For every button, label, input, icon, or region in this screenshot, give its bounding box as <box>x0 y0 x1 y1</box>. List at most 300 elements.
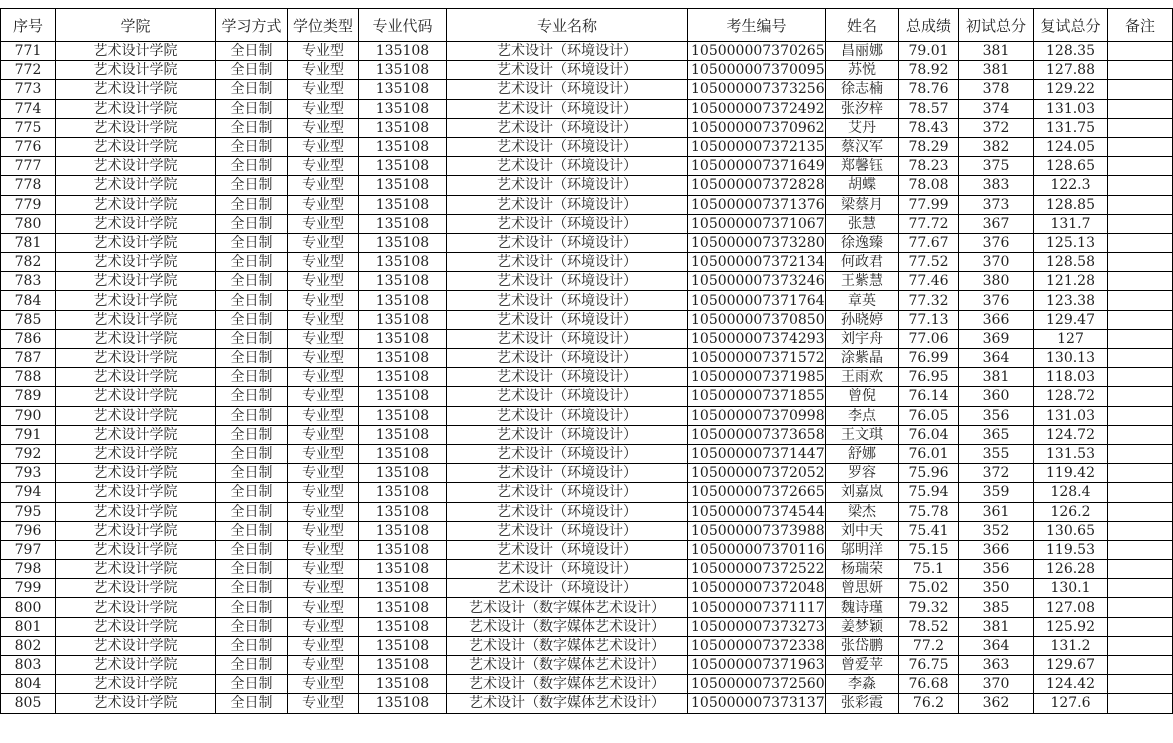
cell-total-score: 79.32 <box>899 598 959 617</box>
cell-college: 艺术设计学院 <box>56 310 216 329</box>
cell-candidate-id: 105000007374293 <box>688 329 826 348</box>
table-row <box>1 80 1173 99</box>
cell-study-mode: 全日制 <box>216 560 288 579</box>
cell-prelim-score: 355 <box>959 444 1034 463</box>
cell-major-code: 135108 <box>359 521 447 540</box>
cell-candidate-id: 105000007373246 <box>688 272 826 291</box>
cell-remarks <box>1108 636 1173 655</box>
cell-major-code: 135108 <box>359 406 447 425</box>
cell-college: 艺术设计学院 <box>56 195 216 214</box>
cell-seq: 779 <box>1 195 56 214</box>
cell-candidate-id: 105000007371985 <box>688 368 826 387</box>
cell-total-score: 78.08 <box>899 176 959 195</box>
cell-major-name: 艺术设计（环境设计） <box>447 61 688 80</box>
cell-major-name: 艺术设计（环境设计） <box>447 137 688 156</box>
cell-retest-score: 131.03 <box>1034 406 1108 425</box>
table-row <box>1 272 1173 291</box>
cell-degree-type: 专业型 <box>288 272 359 291</box>
cell-remarks <box>1108 61 1173 80</box>
cell-total-score: 75.94 <box>899 483 959 502</box>
cell-college: 艺术设计学院 <box>56 560 216 579</box>
cell-major-name: 艺术设计（环境设计） <box>447 560 688 579</box>
cell-remarks <box>1108 425 1173 444</box>
cell-candidate-id: 105000007373658 <box>688 425 826 444</box>
cell-retest-score: 131.53 <box>1034 444 1108 463</box>
cell-study-mode: 全日制 <box>216 291 288 310</box>
cell-major-name: 艺术设计（环境设计） <box>447 214 688 233</box>
cell-major-name: 艺术设计（环境设计） <box>447 502 688 521</box>
cell-seq: 793 <box>1 464 56 483</box>
cell-total-score: 76.14 <box>899 387 959 406</box>
cell-degree-type: 专业型 <box>288 157 359 176</box>
cell-candidate-id: 105000007372492 <box>688 99 826 118</box>
cell-total-score: 78.57 <box>899 99 959 118</box>
cell-study-mode: 全日制 <box>216 368 288 387</box>
cell-total-score: 78.52 <box>899 617 959 636</box>
cell-degree-type: 专业型 <box>288 444 359 463</box>
cell-name: 涂紫晶 <box>826 349 899 368</box>
cell-major-name: 艺术设计（数字媒体艺术设计） <box>447 675 688 694</box>
cell-major-code: 135108 <box>359 99 447 118</box>
cell-major-name: 艺术设计（环境设计） <box>447 176 688 195</box>
table-row <box>1 636 1173 655</box>
cell-study-mode: 全日制 <box>216 61 288 80</box>
cell-name: 章英 <box>826 291 899 310</box>
cell-major-code: 135108 <box>359 176 447 195</box>
cell-degree-type: 专业型 <box>288 42 359 61</box>
cell-name: 苏悦 <box>826 61 899 80</box>
cell-seq: 781 <box>1 233 56 252</box>
header-candidate-id: 考生编号 <box>688 9 826 42</box>
cell-prelim-score: 372 <box>959 118 1034 137</box>
cell-seq: 783 <box>1 272 56 291</box>
cell-name: 孙晓婷 <box>826 310 899 329</box>
table-row <box>1 464 1173 483</box>
cell-seq: 777 <box>1 157 56 176</box>
header-degree-type: 学位类型 <box>288 9 359 42</box>
cell-major-name: 艺术设计（环境设计） <box>447 118 688 137</box>
cell-remarks <box>1108 444 1173 463</box>
cell-study-mode: 全日制 <box>216 80 288 99</box>
cell-name: 王雨欢 <box>826 368 899 387</box>
cell-total-score: 77.2 <box>899 636 959 655</box>
cell-total-score: 76.68 <box>899 675 959 694</box>
cell-remarks <box>1108 502 1173 521</box>
cell-name: 张慧 <box>826 214 899 233</box>
cell-name: 李点 <box>826 406 899 425</box>
cell-seq: 789 <box>1 387 56 406</box>
cell-retest-score: 124.42 <box>1034 675 1108 694</box>
cell-retest-score: 124.72 <box>1034 425 1108 444</box>
cell-name: 王紫慧 <box>826 272 899 291</box>
cell-candidate-id: 105000007373137 <box>688 694 826 713</box>
cell-retest-score: 121.28 <box>1034 272 1108 291</box>
table-row <box>1 444 1173 463</box>
cell-degree-type: 专业型 <box>288 176 359 195</box>
cell-college: 艺术设计学院 <box>56 617 216 636</box>
cell-major-name: 艺术设计（环境设计） <box>447 157 688 176</box>
cell-name: 罗容 <box>826 464 899 483</box>
cell-name: 刘嘉岚 <box>826 483 899 502</box>
cell-retest-score: 118.03 <box>1034 368 1108 387</box>
cell-name: 曾思妍 <box>826 579 899 598</box>
cell-prelim-score: 364 <box>959 349 1034 368</box>
cell-retest-score: 131.2 <box>1034 636 1108 655</box>
cell-major-code: 135108 <box>359 137 447 156</box>
cell-remarks <box>1108 349 1173 368</box>
cell-remarks <box>1108 464 1173 483</box>
cell-study-mode: 全日制 <box>216 387 288 406</box>
cell-major-code: 135108 <box>359 675 447 694</box>
cell-seq: 772 <box>1 61 56 80</box>
table-row <box>1 61 1173 80</box>
header-name: 姓名 <box>826 9 899 42</box>
cell-candidate-id: 105000007370116 <box>688 540 826 559</box>
cell-total-score: 75.96 <box>899 464 959 483</box>
cell-remarks <box>1108 291 1173 310</box>
cell-candidate-id: 105000007371764 <box>688 291 826 310</box>
cell-retest-score: 130.13 <box>1034 349 1108 368</box>
cell-major-code: 135108 <box>359 656 447 675</box>
cell-study-mode: 全日制 <box>216 636 288 655</box>
cell-major-code: 135108 <box>359 617 447 636</box>
cell-study-mode: 全日制 <box>216 425 288 444</box>
table-row <box>1 387 1173 406</box>
cell-seq: 787 <box>1 349 56 368</box>
table-row <box>1 368 1173 387</box>
cell-college: 艺术设计学院 <box>56 61 216 80</box>
cell-candidate-id: 105000007370998 <box>688 406 826 425</box>
cell-total-score: 77.13 <box>899 310 959 329</box>
cell-major-name: 艺术设计（环境设计） <box>447 99 688 118</box>
cell-name: 胡蝶 <box>826 176 899 195</box>
cell-major-name: 艺术设计（环境设计） <box>447 80 688 99</box>
cell-study-mode: 全日制 <box>216 272 288 291</box>
cell-major-name: 艺术设计（环境设计） <box>447 444 688 463</box>
table-row <box>1 195 1173 214</box>
cell-degree-type: 专业型 <box>288 214 359 233</box>
cell-remarks <box>1108 540 1173 559</box>
cell-total-score: 76.75 <box>899 656 959 675</box>
cell-major-code: 135108 <box>359 387 447 406</box>
cell-major-code: 135108 <box>359 349 447 368</box>
cell-candidate-id: 105000007371376 <box>688 195 826 214</box>
cell-college: 艺术设计学院 <box>56 368 216 387</box>
cell-remarks <box>1108 157 1173 176</box>
cell-prelim-score: 381 <box>959 42 1034 61</box>
cell-study-mode: 全日制 <box>216 464 288 483</box>
cell-retest-score: 119.42 <box>1034 464 1108 483</box>
cell-college: 艺术设计学院 <box>56 675 216 694</box>
table-row <box>1 329 1173 348</box>
cell-college: 艺术设计学院 <box>56 80 216 99</box>
cell-major-name: 艺术设计（环境设计） <box>447 349 688 368</box>
cell-remarks <box>1108 176 1173 195</box>
cell-seq: 803 <box>1 656 56 675</box>
cell-name: 王文琪 <box>826 425 899 444</box>
cell-retest-score: 128.58 <box>1034 253 1108 272</box>
cell-major-name: 艺术设计（数字媒体艺术设计） <box>447 617 688 636</box>
cell-major-code: 135108 <box>359 233 447 252</box>
cell-degree-type: 专业型 <box>288 540 359 559</box>
cell-study-mode: 全日制 <box>216 502 288 521</box>
cell-candidate-id: 105000007373256 <box>688 80 826 99</box>
cell-degree-type: 专业型 <box>288 483 359 502</box>
cell-seq: 792 <box>1 444 56 463</box>
cell-degree-type: 专业型 <box>288 464 359 483</box>
cell-candidate-id: 105000007372828 <box>688 176 826 195</box>
cell-study-mode: 全日制 <box>216 444 288 463</box>
cell-major-name: 艺术设计（环境设计） <box>447 310 688 329</box>
cell-college: 艺术设计学院 <box>56 540 216 559</box>
cell-candidate-id: 105000007370962 <box>688 118 826 137</box>
cell-candidate-id: 105000007372048 <box>688 579 826 598</box>
cell-name: 魏诗瑾 <box>826 598 899 617</box>
cell-study-mode: 全日制 <box>216 118 288 137</box>
cell-college: 艺术设计学院 <box>56 349 216 368</box>
table-row <box>1 310 1173 329</box>
cell-name: 刘宇舟 <box>826 329 899 348</box>
cell-major-name: 艺术设计（环境设计） <box>447 464 688 483</box>
cell-seq: 798 <box>1 560 56 579</box>
cell-total-score: 77.52 <box>899 253 959 272</box>
table-row <box>1 483 1173 502</box>
cell-degree-type: 专业型 <box>288 521 359 540</box>
cell-degree-type: 专业型 <box>288 233 359 252</box>
table-row <box>1 425 1173 444</box>
cell-seq: 788 <box>1 368 56 387</box>
table-row <box>1 349 1173 368</box>
cell-degree-type: 专业型 <box>288 675 359 694</box>
cell-remarks <box>1108 42 1173 61</box>
cell-retest-score: 127.6 <box>1034 694 1108 713</box>
cell-college: 艺术设计学院 <box>56 483 216 502</box>
cell-degree-type: 专业型 <box>288 118 359 137</box>
cell-retest-score: 131.03 <box>1034 99 1108 118</box>
cell-seq: 786 <box>1 329 56 348</box>
cell-total-score: 77.46 <box>899 272 959 291</box>
cell-remarks <box>1108 99 1173 118</box>
cell-candidate-id: 105000007371963 <box>688 656 826 675</box>
cell-seq: 773 <box>1 80 56 99</box>
cell-remarks <box>1108 598 1173 617</box>
cell-major-name: 艺术设计（环境设计） <box>447 291 688 310</box>
table-row <box>1 118 1173 137</box>
cell-total-score: 75.41 <box>899 521 959 540</box>
cell-seq: 799 <box>1 579 56 598</box>
cell-major-code: 135108 <box>359 42 447 61</box>
cell-study-mode: 全日制 <box>216 329 288 348</box>
cell-major-name: 艺术设计（数字媒体艺术设计） <box>447 598 688 617</box>
cell-total-score: 76.04 <box>899 425 959 444</box>
cell-total-score: 78.29 <box>899 137 959 156</box>
cell-retest-score: 127.88 <box>1034 61 1108 80</box>
table-row <box>1 137 1173 156</box>
cell-total-score: 77.99 <box>899 195 959 214</box>
cell-study-mode: 全日制 <box>216 137 288 156</box>
cell-major-code: 135108 <box>359 195 447 214</box>
cell-remarks <box>1108 579 1173 598</box>
cell-remarks <box>1108 195 1173 214</box>
cell-prelim-score: 366 <box>959 310 1034 329</box>
cell-major-code: 135108 <box>359 540 447 559</box>
cell-retest-score: 127.08 <box>1034 598 1108 617</box>
cell-study-mode: 全日制 <box>216 195 288 214</box>
header-major-name: 专业名称 <box>447 9 688 42</box>
cell-study-mode: 全日制 <box>216 349 288 368</box>
header-retest-score: 复试总分 <box>1034 9 1108 42</box>
table-row <box>1 617 1173 636</box>
cell-total-score: 75.02 <box>899 579 959 598</box>
cell-remarks <box>1108 368 1173 387</box>
cell-major-code: 135108 <box>359 694 447 713</box>
cell-prelim-score: 376 <box>959 291 1034 310</box>
header-study-mode: 学习方式 <box>216 9 288 42</box>
cell-major-name: 艺术设计（环境设计） <box>447 540 688 559</box>
cell-name: 曾爱苹 <box>826 656 899 675</box>
cell-name: 蔡汉军 <box>826 137 899 156</box>
cell-study-mode: 全日制 <box>216 42 288 61</box>
cell-retest-score: 125.92 <box>1034 617 1108 636</box>
cell-college: 艺术设计学院 <box>56 291 216 310</box>
cell-degree-type: 专业型 <box>288 99 359 118</box>
header-remarks: 备注 <box>1108 9 1173 42</box>
table-row <box>1 521 1173 540</box>
cell-total-score: 77.67 <box>899 233 959 252</box>
cell-college: 艺术设计学院 <box>56 233 216 252</box>
cell-degree-type: 专业型 <box>288 617 359 636</box>
cell-major-name: 艺术设计（环境设计） <box>447 368 688 387</box>
cell-name: 舒娜 <box>826 444 899 463</box>
table-row <box>1 694 1173 713</box>
cell-major-name: 艺术设计（环境设计） <box>447 483 688 502</box>
cell-seq: 778 <box>1 176 56 195</box>
cell-seq: 771 <box>1 42 56 61</box>
cell-remarks <box>1108 329 1173 348</box>
cell-college: 艺术设计学院 <box>56 598 216 617</box>
cell-name: 何政君 <box>826 253 899 272</box>
cell-retest-score: 129.22 <box>1034 80 1108 99</box>
cell-remarks <box>1108 560 1173 579</box>
cell-college: 艺术设计学院 <box>56 214 216 233</box>
cell-retest-score: 124.05 <box>1034 137 1108 156</box>
table-row <box>1 540 1173 559</box>
cell-major-code: 135108 <box>359 253 447 272</box>
table-row <box>1 42 1173 61</box>
cell-remarks <box>1108 80 1173 99</box>
cell-prelim-score: 376 <box>959 233 1034 252</box>
cell-degree-type: 专业型 <box>288 579 359 598</box>
cell-prelim-score: 383 <box>959 176 1034 195</box>
cell-candidate-id: 105000007373988 <box>688 521 826 540</box>
cell-major-name: 艺术设计（环境设计） <box>447 406 688 425</box>
cell-prelim-score: 362 <box>959 694 1034 713</box>
cell-total-score: 77.72 <box>899 214 959 233</box>
cell-seq: 805 <box>1 694 56 713</box>
cell-college: 艺术设计学院 <box>56 694 216 713</box>
cell-remarks <box>1108 406 1173 425</box>
table-row <box>1 579 1173 598</box>
header-row <box>1 9 1173 42</box>
cell-retest-score: 129.47 <box>1034 310 1108 329</box>
cell-retest-score: 130.1 <box>1034 579 1108 598</box>
cell-degree-type: 专业型 <box>288 349 359 368</box>
cell-major-name: 艺术设计（环境设计） <box>447 195 688 214</box>
table-row <box>1 656 1173 675</box>
cell-candidate-id: 105000007371855 <box>688 387 826 406</box>
cell-major-name: 艺术设计（环境设计） <box>447 253 688 272</box>
table-row <box>1 502 1173 521</box>
cell-name: 徐志楠 <box>826 80 899 99</box>
cell-seq: 791 <box>1 425 56 444</box>
cell-prelim-score: 380 <box>959 272 1034 291</box>
cell-name: 杨瑞荣 <box>826 560 899 579</box>
cell-major-code: 135108 <box>359 464 447 483</box>
cell-major-code: 135108 <box>359 560 447 579</box>
cell-college: 艺术设计学院 <box>56 636 216 655</box>
cell-candidate-id: 105000007370265 <box>688 42 826 61</box>
cell-candidate-id: 105000007371447 <box>688 444 826 463</box>
cell-college: 艺术设计学院 <box>56 118 216 137</box>
cell-study-mode: 全日制 <box>216 540 288 559</box>
cell-name: 昌丽娜 <box>826 42 899 61</box>
cell-degree-type: 专业型 <box>288 598 359 617</box>
cell-college: 艺术设计学院 <box>56 521 216 540</box>
cell-name: 李淼 <box>826 675 899 694</box>
cell-candidate-id: 105000007374544 <box>688 502 826 521</box>
cell-degree-type: 专业型 <box>288 137 359 156</box>
cell-retest-score: 131.75 <box>1034 118 1108 137</box>
cell-major-code: 135108 <box>359 444 447 463</box>
cell-major-code: 135108 <box>359 118 447 137</box>
cell-prelim-score: 374 <box>959 99 1034 118</box>
cell-major-name: 艺术设计（环境设计） <box>447 42 688 61</box>
cell-retest-score: 130.65 <box>1034 521 1108 540</box>
cell-college: 艺术设计学院 <box>56 253 216 272</box>
cell-study-mode: 全日制 <box>216 99 288 118</box>
admission-results-table <box>0 8 1173 714</box>
cell-prelim-score: 375 <box>959 157 1034 176</box>
cell-prelim-score: 370 <box>959 253 1034 272</box>
cell-major-code: 135108 <box>359 329 447 348</box>
cell-major-name: 艺术设计（环境设计） <box>447 272 688 291</box>
cell-study-mode: 全日制 <box>216 675 288 694</box>
cell-major-code: 135108 <box>359 157 447 176</box>
cell-degree-type: 专业型 <box>288 291 359 310</box>
cell-retest-score: 127 <box>1034 329 1108 348</box>
cell-college: 艺术设计学院 <box>56 272 216 291</box>
cell-prelim-score: 365 <box>959 425 1034 444</box>
cell-name: 张岱鹏 <box>826 636 899 655</box>
cell-candidate-id: 105000007373273 <box>688 617 826 636</box>
cell-retest-score: 131.7 <box>1034 214 1108 233</box>
cell-major-code: 135108 <box>359 502 447 521</box>
cell-total-score: 78.76 <box>899 80 959 99</box>
cell-retest-score: 122.3 <box>1034 176 1108 195</box>
cell-remarks <box>1108 483 1173 502</box>
cell-seq: 796 <box>1 521 56 540</box>
cell-prelim-score: 367 <box>959 214 1034 233</box>
cell-retest-score: 126.28 <box>1034 560 1108 579</box>
cell-seq: 782 <box>1 253 56 272</box>
cell-retest-score: 128.65 <box>1034 157 1108 176</box>
cell-seq: 774 <box>1 99 56 118</box>
cell-degree-type: 专业型 <box>288 656 359 675</box>
cell-remarks <box>1108 118 1173 137</box>
cell-seq: 780 <box>1 214 56 233</box>
cell-degree-type: 专业型 <box>288 253 359 272</box>
cell-total-score: 78.92 <box>899 61 959 80</box>
